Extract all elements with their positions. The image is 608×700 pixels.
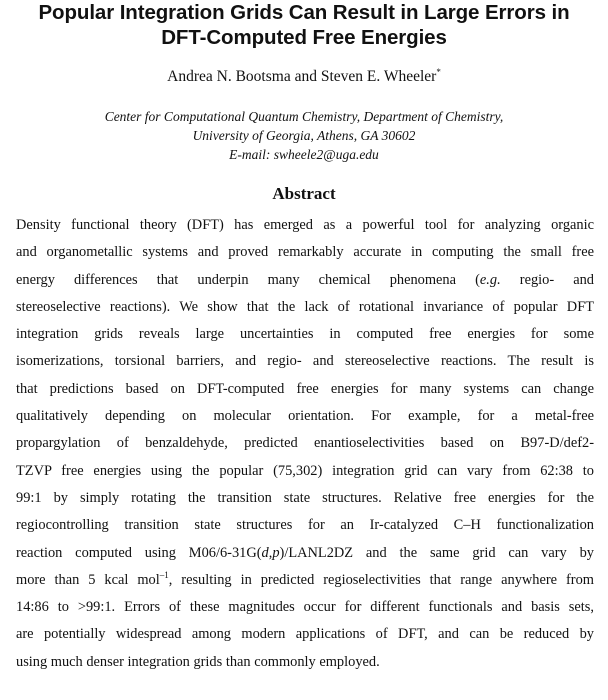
paper-title — [0, 0, 608, 50]
authors-text: Andrea N. Bootsma and Steven E. Wheeler — [167, 68, 437, 85]
abstract-line: regiocontrolling transition state structures for an Ir-catalyzed C–H functionalization — [16, 517, 594, 534]
abstract-body — [16, 212, 594, 676]
abstract-line: isomerizations, torsional barriers, and regio- and stereoselective reactions. The result is — [16, 353, 594, 370]
abstract-heading: Abstract — [272, 184, 336, 203]
corresponding-author-mark: * — [436, 66, 441, 77]
abstract-line: more than 5 kcal mol$^{-1}$, resulting in predicted regioselectivities that range anywhere from — [16, 570, 594, 588]
affiliation-line-2: University of Georgia, Athens, GA 30602 — [192, 128, 416, 143]
affiliation-line-1: Center for Computational Quantum Chemistry, Department of Chemistry, — [104, 109, 504, 124]
abstract-line: using much denser integration grids than commonly employed. — [16, 653, 380, 670]
title-line-2: DFT-Computed Free Energies — [161, 26, 447, 49]
contact-email: E-mail: swheele2@uga.edu — [229, 147, 379, 162]
author-list — [0, 67, 608, 87]
abstract-line: reaction computed using M06/6-31G(d,p)/LANL2DZ and the same grid can vary by — [16, 544, 594, 561]
abstract-line: 14:86 to >99:1. Errors of these magnitudes occur for different functionals and basis sets, — [16, 599, 594, 616]
abstract-line: stereoselective reactions). We show that the lack of rotational invariance of popular DFT — [16, 298, 594, 315]
abstract-line: integration grids reveals large uncertainties in computed free energies for some — [16, 326, 594, 343]
title-line-1: Popular Integration Grids Can Result in Large Errors in — [38, 1, 570, 24]
abstract-line: qualitatively depending on molecular orientation. For example, for a metal-free — [16, 408, 594, 425]
abstract-line: 99:1 by simply rotating the transition state structures. Relative free energies for the — [16, 489, 594, 506]
abstract-line: and organometallic systems and proved remarkably accurate in computing the small free — [16, 244, 594, 261]
affiliation — [0, 107, 608, 164]
abstract-line: energy differences that underpin many chemical phenomena (e.g. regio- and — [16, 271, 594, 288]
abstract-line: Density functional theory (DFT) has emerged as a powerful tool for analyzing organic — [16, 217, 594, 233]
abstract-line: propargylation of benzaldehyde, predicted enantioselectivities based on B97-D/def2- — [16, 435, 594, 452]
abstract-line: TZVP free energies using the popular (75,302) integration grid can vary from 62:38 to — [16, 462, 594, 479]
abstract-line: that predictions based on DFT-computed free energies for many systems can change — [16, 380, 594, 397]
abstract-line: are potentially widespread among modern applications of DFT, and can be reduced by — [16, 626, 594, 643]
